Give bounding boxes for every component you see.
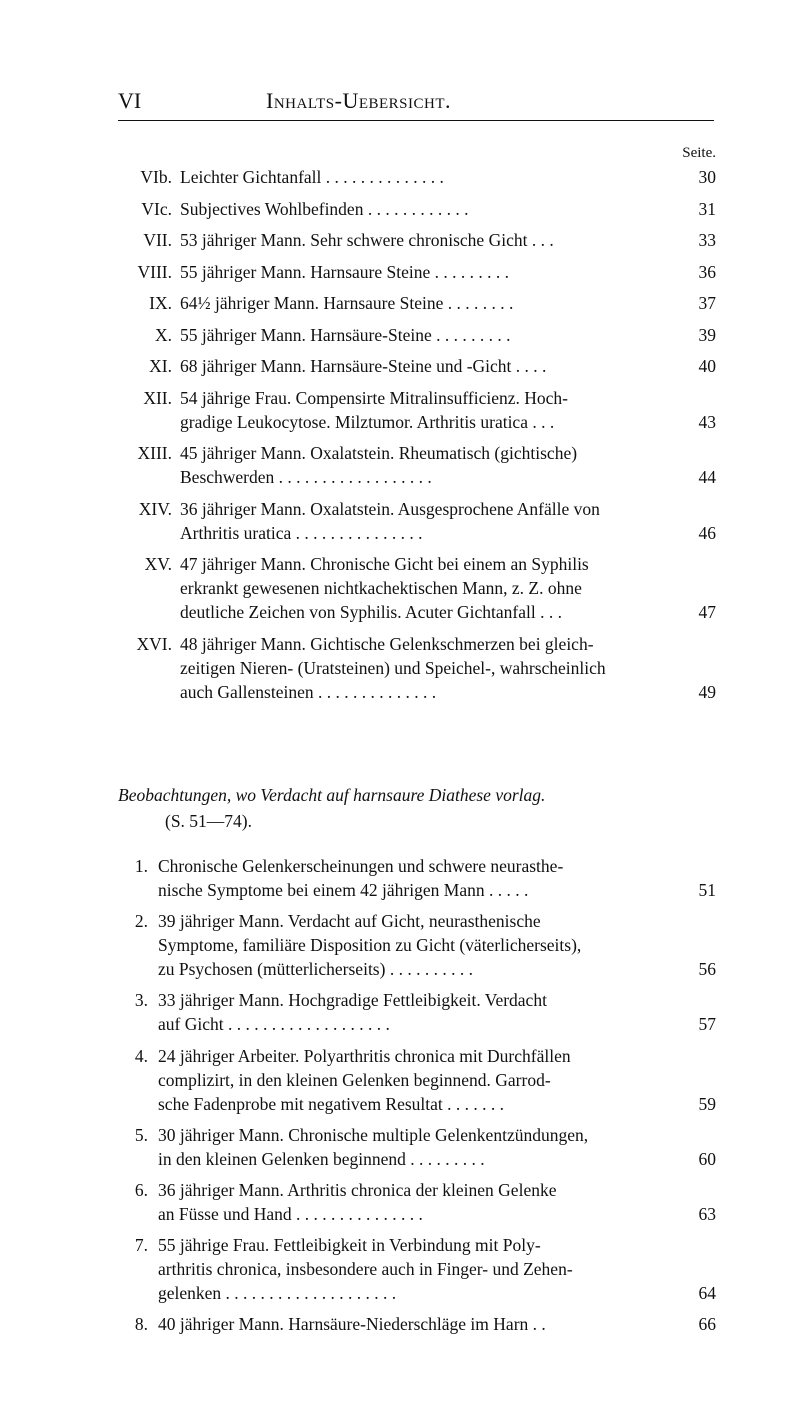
- entry-line: 48 jähriger Mann. Gichtische Gelenkschmerzen bei gleich-: [180, 633, 594, 654]
- entry-line: 33 jähriger Mann. Hochgradige Fettleibigkeit. Verdacht: [158, 990, 547, 1011]
- entry-page-number: 30: [698, 167, 716, 187]
- entry-number: VIb.: [140, 167, 172, 187]
- entry-text: [180, 497, 670, 545]
- entry-number: XIII.: [137, 443, 172, 463]
- entry-number: IX.: [149, 293, 172, 313]
- entry-line: auf Gicht . . . . . . . . . . . . . . . . . . .: [158, 1014, 390, 1035]
- entry-text: [180, 632, 670, 704]
- entry-page-number: 40: [698, 356, 716, 376]
- entry-text: [158, 1312, 670, 1336]
- page-header: [118, 88, 714, 121]
- entry-number: XV.: [144, 554, 172, 574]
- entry-page-number: 31: [698, 198, 716, 219]
- seite-label: Seite.: [682, 145, 716, 161]
- entry-page-number: 57: [698, 1014, 716, 1035]
- entry-line: erkrankt gewesenen nichtkachektischen Mann, z. Z. ohne: [180, 578, 582, 598]
- entry-number: 5.: [134, 1124, 148, 1145]
- entry-line: an Füsse und Hand . . . . . . . . . . . . . . .: [158, 1204, 423, 1224]
- entry-text: [180, 354, 670, 378]
- entry-line: 64½ jähriger Mann. Harnsaure Steine . . . . . . . .: [180, 293, 514, 313]
- entry-text: [180, 165, 670, 189]
- entry-line: zeitigen Nieren- (Uratsteinen) und Speichel-, wahrscheinlich: [180, 657, 606, 678]
- entry-text: [158, 909, 670, 981]
- entry-line: 55 jähriger Mann. Harnsäure-Steine . . . . . . . . .: [180, 324, 511, 345]
- entry-page-number: 64: [698, 1283, 716, 1304]
- entry-line: 68 jähriger Mann. Harnsäure-Steine und -Gicht . . . .: [180, 356, 547, 376]
- entry-page-number: 47: [698, 602, 716, 622]
- entry-line: gelenken . . . . . . . . . . . . . . . . . . . .: [158, 1283, 397, 1304]
- entry-number: 4.: [134, 1045, 148, 1066]
- entry-line: 36 jähriger Mann. Arthritis chronica der kleinen Gelenke: [158, 1180, 557, 1200]
- entry-text: [180, 228, 670, 252]
- section-pages: (S. 51—74).: [165, 811, 253, 831]
- entry-number: XIV.: [138, 498, 172, 519]
- entry-line: 47 jähriger Mann. Chronische Gicht bei einem an Syphilis: [180, 554, 589, 574]
- entry-text: [180, 386, 670, 434]
- entry-line: 55 jähriger Mann. Harnsaure Steine . . . . . . . . .: [180, 261, 510, 282]
- entry-number: 7.: [134, 1235, 148, 1256]
- entry-number: 8.: [134, 1314, 148, 1335]
- entry-page-number: 49: [698, 681, 716, 702]
- entry-text: [158, 1178, 670, 1226]
- entry-page-number: 59: [698, 1093, 716, 1114]
- entry-text: [180, 291, 670, 315]
- entry-line: 55 jährige Frau. Fettleibigkeit in Verbindung mit Poly-: [158, 1235, 541, 1256]
- entry-text: [180, 323, 670, 347]
- entry-number: XVI.: [136, 633, 172, 654]
- entry-number: 2.: [134, 911, 148, 932]
- entry-page-number: 37: [698, 293, 716, 313]
- entry-text: [180, 260, 670, 284]
- running-title: Inhalts-Uebersicht.: [266, 88, 452, 113]
- entry-line: auch Gallensteinen . . . . . . . . . . . . . .: [180, 681, 437, 702]
- entry-page-number: 39: [698, 324, 716, 345]
- entry-line: arthritis chronica, insbesondere auch in Finger- und Zehen-: [158, 1259, 573, 1280]
- entry-line: Subjectives Wohlbefinden . . . . . . . . . . . .: [180, 198, 469, 219]
- entry-line: Leichter Gichtanfall . . . . . . . . . . . . . .: [180, 167, 444, 187]
- entry-line: Chronische Gelenkerscheinungen und schwere neurasthe-: [158, 856, 564, 876]
- entry-line: 54 jährige Frau. Compensirte Mitralinsufficienz. Hoch-: [180, 387, 568, 408]
- entry-line: Beschwerden . . . . . . . . . . . . . . . . . .: [180, 467, 432, 487]
- entry-line: Symptome, familiäre Disposition zu Gicht (väterlicherseits),: [158, 935, 582, 956]
- entry-page-number: 66: [698, 1314, 716, 1335]
- entry-line: 40 jähriger Mann. Harnsäure-Niederschläge im Harn . .: [158, 1314, 546, 1335]
- entry-page-number: 63: [698, 1204, 716, 1224]
- entry-text: [180, 441, 670, 489]
- entry-text: [158, 854, 670, 902]
- entry-page-number: 56: [698, 959, 716, 980]
- section-title: Beobachtungen, wo Verdacht auf harnsaure Diathese vorlag.: [118, 785, 546, 805]
- entry-page-number: 43: [698, 411, 716, 432]
- entry-number: 6.: [134, 1180, 148, 1200]
- entry-text: [158, 1233, 670, 1305]
- entry-number: XI.: [149, 356, 172, 376]
- entry-number: X.: [154, 324, 172, 345]
- entry-page-number: 36: [698, 261, 716, 282]
- entry-page-number: 46: [698, 522, 716, 543]
- page-number: VI: [118, 88, 142, 113]
- entry-text: [158, 1123, 670, 1171]
- entry-text: [180, 197, 670, 221]
- entry-number: 3.: [134, 990, 148, 1011]
- entry-line: in den kleinen Gelenken beginnend . . . . . . . . .: [158, 1148, 485, 1169]
- entry-line: complizirt, in den kleinen Gelenken beginnend. Garrod-: [158, 1069, 551, 1090]
- entry-page-number: 33: [698, 230, 716, 250]
- entry-number: 1.: [134, 856, 148, 876]
- entry-line: nische Symptome bei einem 42 jährigen Mann . . . . .: [158, 880, 529, 900]
- entry-line: 36 jähriger Mann. Oxalatstein. Ausgesprochene Anfälle von: [180, 498, 600, 519]
- entry-line: 39 jähriger Mann. Verdacht auf Gicht, neurasthenische: [158, 911, 541, 932]
- entry-line: gradige Leukocytose. Milztumor. Arthritis uratica . . .: [180, 411, 555, 432]
- entry-number: VIII.: [137, 261, 172, 282]
- entry-line: zu Psychosen (mütterlicherseits) . . . . . . . . . .: [158, 959, 473, 980]
- entry-page-number: 44: [698, 467, 716, 487]
- entry-line: Arthritis uratica . . . . . . . . . . . . . . .: [180, 522, 423, 543]
- entry-text: [158, 1044, 670, 1116]
- entry-line: sche Fadenprobe mit negativem Resultat . . . . . . .: [158, 1093, 505, 1114]
- entry-text: [158, 988, 670, 1036]
- entry-page-number: 60: [698, 1148, 716, 1169]
- entry-line: 24 jähriger Arbeiter. Polyarthritis chronica mit Durchfällen: [158, 1045, 571, 1066]
- entry-line: 30 jähriger Mann. Chronische multiple Gelenkentzündungen,: [158, 1124, 589, 1145]
- entry-line: deutliche Zeichen von Syphilis. Acuter Gichtanfall . . .: [180, 602, 562, 622]
- entry-line: 45 jähriger Mann. Oxalatstein. Rheumatisch (gichtische): [180, 443, 578, 463]
- entry-number: XII.: [143, 387, 172, 408]
- entry-number: VIc.: [141, 198, 172, 219]
- entry-text: [180, 552, 670, 624]
- entry-page-number: 51: [698, 880, 716, 900]
- entry-number: VII.: [143, 230, 172, 250]
- entry-line: 53 jähriger Mann. Sehr schwere chronische Gicht . . .: [180, 230, 554, 250]
